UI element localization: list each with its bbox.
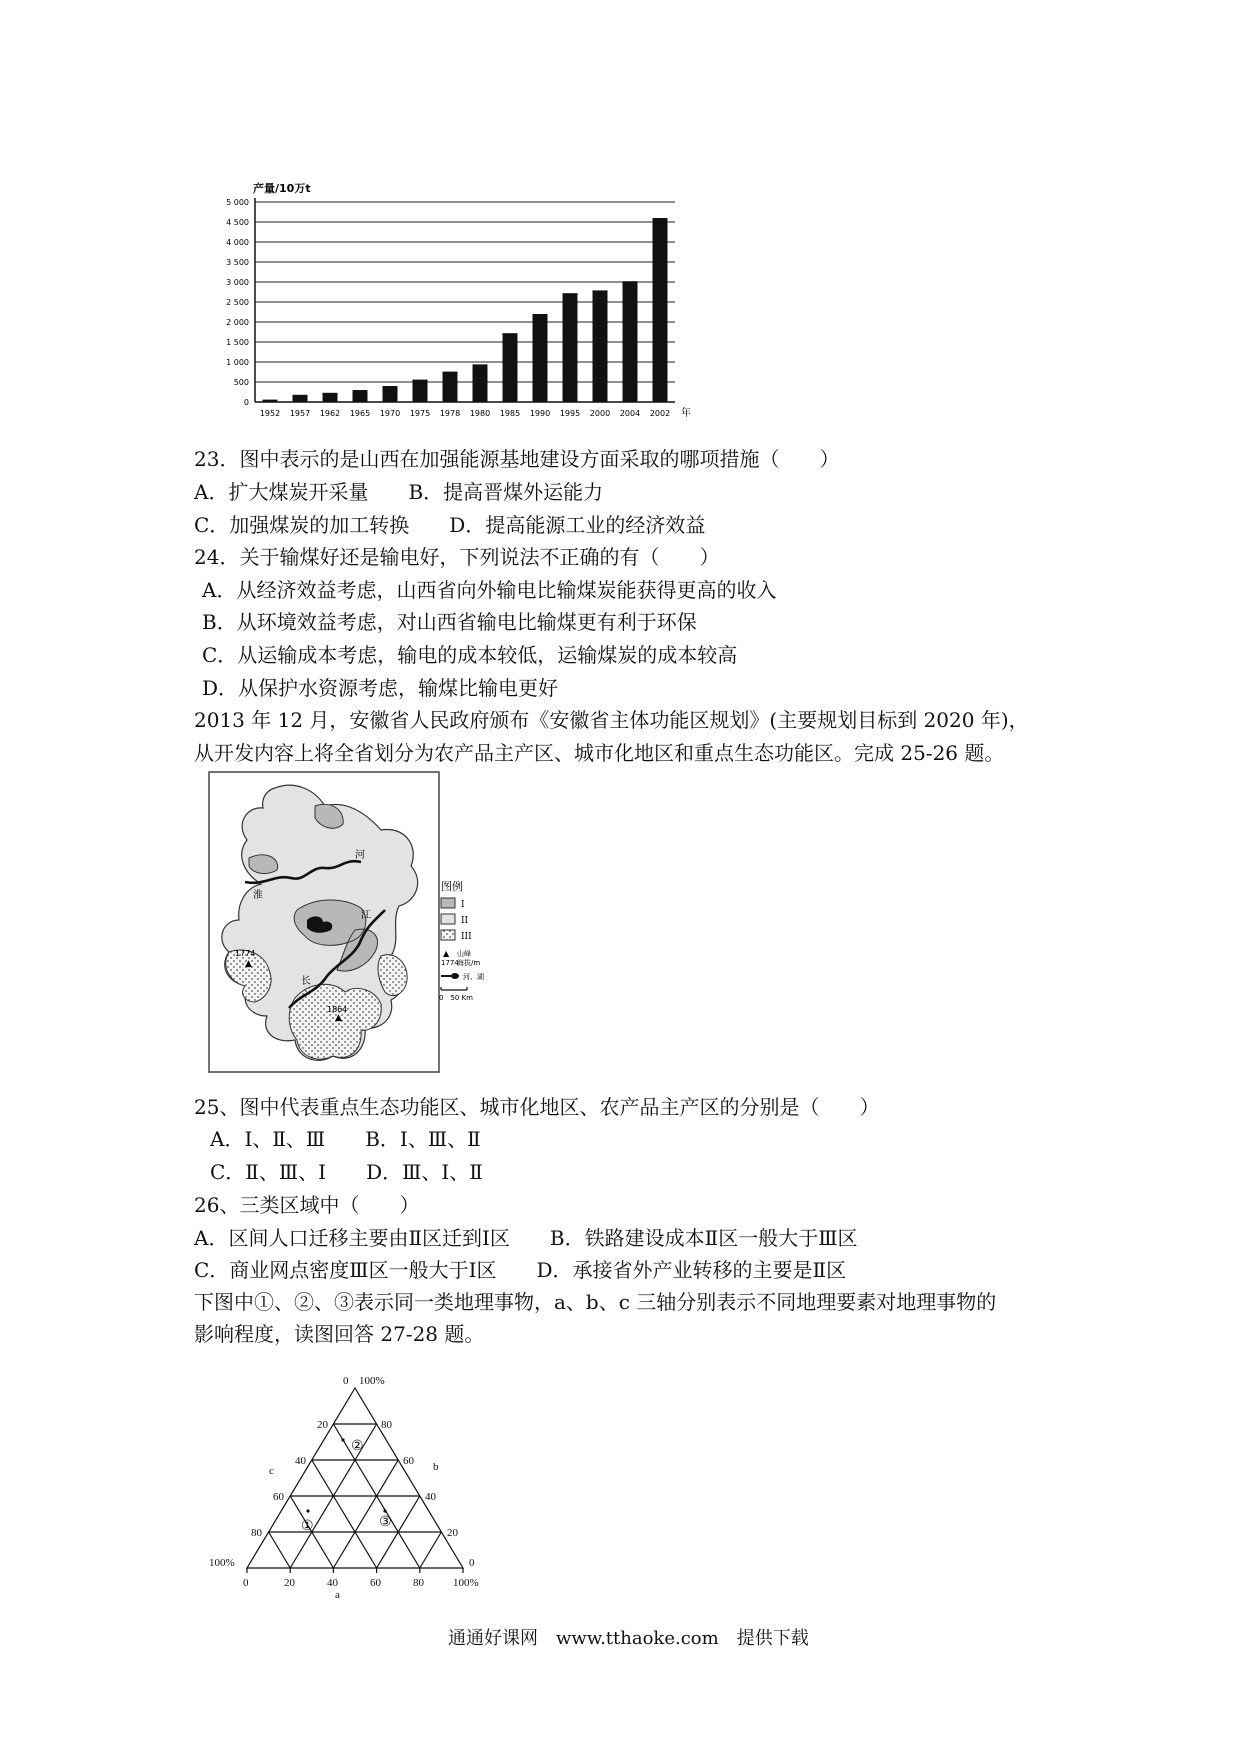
q24-option-c: C．从运输成本考虑，输电的成本较低，运输煤炭的成本较高 xyxy=(202,643,738,667)
footer-source: 通通好课网 www.tthaoke.com 提供下载 xyxy=(448,1628,809,1649)
chart-bar xyxy=(263,400,278,402)
legend-peak-triangle: ▲ xyxy=(443,949,450,958)
q26-options-cd: C．商业网点密度Ⅲ区一般大于Ⅰ区 D．承接省外产业转移的主要是Ⅱ区 xyxy=(194,1258,847,1282)
q25-stem: 25、图中代表重点生态功能区、城市化地区、农产品主产区的分别是（ ） xyxy=(194,1095,880,1119)
chart-bar xyxy=(533,314,548,402)
chart-bar xyxy=(413,380,428,402)
q25-options-ab: A．Ⅰ、Ⅱ、Ⅲ B．Ⅰ、Ⅲ、Ⅱ xyxy=(210,1127,481,1151)
tri-label-c: c xyxy=(269,1465,274,1477)
chart-bar xyxy=(293,395,308,402)
chart-ytick-label: 2 000 xyxy=(226,318,249,327)
legend-label-i: I xyxy=(461,900,465,910)
legend-swatch-iii xyxy=(441,930,455,940)
tri-a-80: 80 xyxy=(413,1577,424,1589)
chart-xtick-label: 1978 xyxy=(439,409,461,418)
chart-xtick-label: 2000 xyxy=(589,409,611,418)
point-3-label: ③ xyxy=(379,1514,392,1530)
intro-anhui-line2: 从开发内容上将全省划分为农产品主产区、城市化地区和重点生态功能区。完成 25-26 题。 xyxy=(194,741,1005,765)
tri-right-0: 0 xyxy=(469,1557,475,1569)
legend-label-iii: III xyxy=(461,932,472,942)
chart-xtick-label: 1985 xyxy=(499,409,521,418)
chart-bar xyxy=(623,281,638,402)
q23-options-cd: C．加强煤炭的加工转换 D．提高能源工业的经济效益 xyxy=(194,513,706,537)
tri-b-20: 20 xyxy=(447,1527,458,1539)
map-label-huai: 淮 xyxy=(253,890,263,901)
grid-r-2 xyxy=(312,1460,377,1568)
chart-ylabel: 产量/10万t xyxy=(253,182,311,195)
chart-xtick-label: 1962 xyxy=(319,409,341,418)
point-2-label: ② xyxy=(351,1438,364,1454)
q23-options-ab: A．扩大煤炭开采量 B．提高晋煤外运能力 xyxy=(194,480,604,504)
chart-xtick-label: 1957 xyxy=(289,409,311,418)
chart-x-suffix: 年 xyxy=(681,408,691,419)
ternary-diagram xyxy=(205,1370,505,1600)
chart-xtick-label: 1965 xyxy=(349,409,371,418)
tri-a-20: 20 xyxy=(284,1577,295,1589)
map-label-jiang: 江 xyxy=(361,910,371,921)
chart-ytick-label: 4 000 xyxy=(226,238,249,247)
q26-stem: 26、三类区域中（ ） xyxy=(194,1193,420,1217)
tri-c-20: 20 xyxy=(317,1419,328,1431)
chart-bar xyxy=(323,393,338,402)
anhui-zoning-map xyxy=(205,770,505,1090)
tri-label-b: b xyxy=(433,1461,439,1473)
peak-label-1: 1774 xyxy=(235,949,256,958)
peak-triangle-1: ▲ xyxy=(245,959,252,969)
chart-bar xyxy=(443,372,458,402)
chart-ytick-label: 2 500 xyxy=(226,298,249,307)
q25-options-cd: C．Ⅱ、Ⅲ、Ⅰ D．Ⅲ、Ⅰ、Ⅱ xyxy=(210,1160,483,1184)
chart-xtick-label: 1990 xyxy=(529,409,551,418)
chart-ytick-label: 1 500 xyxy=(226,338,249,347)
q24-option-b: B．从环境效益考虑，对山西省输电比输煤更有利于环保 xyxy=(202,610,697,634)
tri-b-40: 40 xyxy=(425,1491,436,1503)
chart-ytick-label: 3 000 xyxy=(226,278,249,287)
legend-peak-unit: 海拔/m xyxy=(457,959,481,967)
chart-xtick-label: 1952 xyxy=(259,409,281,418)
scale-bar xyxy=(441,987,467,990)
intro-anhui-line1: 2013 年 12 月，安徽省人民政府颁布《安徽省主体功能区规划》(主要规划目标到 2020 年)， xyxy=(194,708,1029,732)
tri-top-0: 0 xyxy=(343,1375,349,1387)
legend-lake-symbol xyxy=(451,973,459,979)
chart-bar xyxy=(503,333,518,402)
point-1-dot xyxy=(306,1509,309,1512)
chart-xtick-label: 1975 xyxy=(409,409,431,418)
tri-a-60: 60 xyxy=(370,1577,381,1589)
chart-ytick-label: 1 000 xyxy=(226,358,249,367)
coal-output-bar-chart xyxy=(205,180,705,420)
legend-title: 图例 xyxy=(441,880,463,893)
legend-river-label: 河、湖 xyxy=(463,973,484,981)
legend-swatch-ii xyxy=(441,914,455,924)
chart-xtick-label: 2002 xyxy=(649,409,671,418)
legend-swatch-i xyxy=(441,898,455,908)
grid-r-4 xyxy=(269,1532,291,1568)
chart-ytick-label: 0 xyxy=(243,398,249,407)
peak-label-2: 1864 xyxy=(327,1005,348,1014)
point-3-dot xyxy=(383,1509,386,1512)
peak-triangle-2: ▲ xyxy=(335,1013,342,1023)
chart-bar xyxy=(653,218,668,402)
tri-a-0: 0 xyxy=(243,1577,249,1589)
legend-peak-label: 山峰 xyxy=(457,950,471,958)
tri-a-100: 100% xyxy=(453,1577,479,1589)
triangle-outline xyxy=(247,1388,463,1568)
base-ticks xyxy=(247,1568,463,1573)
map-label-chang: 长 xyxy=(301,976,311,987)
q23-stem: 23．图中表示的是山西在加强能源基地建设方面采取的哪项措施（ ） xyxy=(194,447,840,471)
chart-xtick-label: 1970 xyxy=(379,409,401,418)
intro-triangle-line1: 下图中①、②、③表示同一类地理事物，a、b、c 三轴分别表示不同地理要素对地理事物的 xyxy=(194,1290,997,1314)
chart-bar xyxy=(473,364,488,402)
chart-xtick-label: 2004 xyxy=(619,409,641,418)
legend-label-ii: II xyxy=(461,916,469,926)
q26-options-ab: A．区间人口迁移主要由Ⅱ区迁到Ⅰ区 B．铁路建设成本Ⅱ区一般大于Ⅲ区 xyxy=(194,1226,858,1250)
chart-ytick-label: 3 500 xyxy=(226,258,249,267)
tri-top-100: 100% xyxy=(359,1375,385,1387)
grid-l-4 xyxy=(420,1532,442,1568)
chart-ytick-label: 5 000 xyxy=(226,198,249,207)
tri-a-40: 40 xyxy=(327,1577,338,1589)
tri-c-80: 80 xyxy=(251,1527,262,1539)
tri-label-a: a xyxy=(335,1589,340,1600)
chart-xtick-label: 1995 xyxy=(559,409,581,418)
q24-stem: 24．关于输煤好还是输电好，下列说法不正确的有（ ） xyxy=(194,545,720,569)
point-1-label: ① xyxy=(301,1518,314,1534)
chart-xtick-label: 1980 xyxy=(469,409,491,418)
tri-b-60: 60 xyxy=(403,1455,414,1467)
map-label-he: 河 xyxy=(355,850,365,861)
q24-option-a: A．从经济效益考虑，山西省向外输电比输煤炭能获得更高的收入 xyxy=(202,578,777,602)
point-2-dot xyxy=(341,1438,344,1441)
tri-c-60: 60 xyxy=(273,1491,284,1503)
chart-bar xyxy=(593,290,608,402)
legend-peak-value: 1774 xyxy=(441,959,459,967)
chart-ytick-label: 500 xyxy=(233,378,249,387)
tri-c-40: 40 xyxy=(295,1455,306,1467)
chart-bar xyxy=(383,386,398,402)
chart-bar xyxy=(563,293,578,402)
scale-label: 0 50 Km xyxy=(439,994,473,1002)
chart-bar xyxy=(353,390,368,402)
tri-left-100: 100% xyxy=(209,1557,235,1569)
intro-triangle-line2: 影响程度，读图回答 27-28 题。 xyxy=(194,1322,485,1346)
tri-b-80: 80 xyxy=(381,1419,392,1431)
chart-ytick-label: 4 500 xyxy=(226,218,249,227)
q24-option-d: D．从保护水资源考虑，输煤比输电更好 xyxy=(202,676,559,700)
